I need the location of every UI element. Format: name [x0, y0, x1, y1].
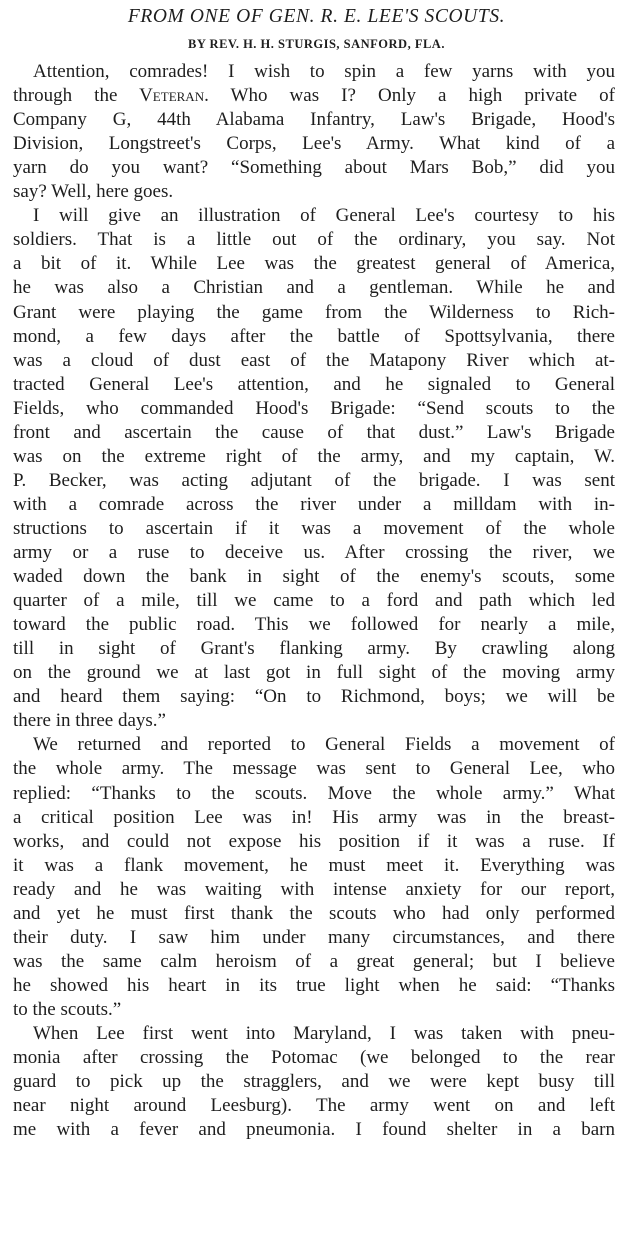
text-line	[13, 132, 615, 156]
text-line	[13, 228, 615, 252]
text-line-content: he was also a Christian and a gentleman. While he and	[13, 277, 615, 299]
text-line-content: monia after crossing the Potomac (we belonged to the rear	[13, 1047, 615, 1069]
text-line	[13, 108, 615, 132]
text-line-continuation: . Who was I? Only a high private of	[204, 85, 615, 107]
text-line	[13, 1070, 615, 1094]
text-line	[13, 974, 615, 998]
text-line-content: works, and could not expose his position if it was a ruse. If	[13, 830, 615, 852]
text-line-content: Grant were playing the game from the Wilderness to Rich-	[13, 301, 615, 323]
text-line-content: and yet he must first thank the scouts who had only performed	[13, 902, 615, 924]
publication-name: Veteran	[117, 85, 205, 107]
text-line	[13, 1118, 615, 1142]
text-line-content: guard to pick up the stragglers, and we were kept busy till	[13, 1071, 615, 1093]
text-line-content: their duty. I saw him under many circumstances, and there	[13, 926, 615, 948]
text-line	[13, 806, 615, 830]
text-line-content: he showed his heart in its true light when he said: “Thanks	[13, 974, 615, 996]
text-line-content: Company G, 44th Alabama Infantry, Law's Brigade, Hood's	[13, 109, 615, 131]
text-line	[13, 541, 615, 565]
text-line-content: through the	[13, 85, 118, 107]
text-line	[13, 156, 615, 180]
text-line	[13, 637, 615, 661]
text-line-content: I will give an illustration of General Lee's courtesy to his	[33, 205, 615, 227]
text-line	[13, 878, 615, 902]
article-title: FROM ONE OF GEN. R. E. LEE'S SCOUTS.	[127, 6, 506, 27]
text-line	[13, 276, 615, 300]
text-line-content: near night around Leesburg). The army went on and left	[13, 1095, 615, 1117]
text-line-content: and heard them saying: “On to Richmond, boys; we will be	[13, 686, 615, 708]
text-line-content: front and ascertain the cause of that dust.” Law's Brigade	[13, 421, 615, 443]
text-line	[13, 445, 615, 469]
text-line	[13, 998, 615, 1022]
text-line-content: structions to ascertain if it was a movement of the whole	[13, 517, 615, 539]
text-line-content: yarn do you want? “Something about Mars Bob,” did you	[13, 157, 615, 179]
text-line	[13, 902, 615, 926]
text-line	[13, 325, 615, 349]
text-line	[13, 926, 615, 950]
text-line-content: say? Well, here goes.	[13, 181, 174, 203]
text-line	[13, 661, 615, 685]
text-line	[13, 301, 615, 325]
text-line-content: soldiers. That is a little out of the ordinary, you say. Not	[13, 229, 615, 251]
text-line	[33, 1022, 615, 1046]
text-line	[13, 493, 615, 517]
text-line-content: a critical position Lee was in! His army was in the breast-	[13, 806, 615, 828]
text-line-content: till in sight of Grant's flanking army. By crawling along	[13, 638, 615, 660]
text-line-content: was the same calm heroism of a great general; but I believe	[13, 950, 615, 972]
text-line	[13, 421, 615, 445]
text-line-content: mond, a few days after the battle of Spottsylvania, there	[13, 325, 615, 347]
text-line-content: waded down the bank in sight of the enemy's scouts, some	[13, 566, 615, 588]
text-line-content: toward the public road. This we followed for nearly a mile,	[13, 614, 615, 636]
text-line	[13, 709, 615, 733]
text-line	[13, 397, 615, 421]
text-line-content: me with a fever and pneumonia. I found shelter in a barn	[13, 1119, 615, 1141]
text-line	[13, 1046, 615, 1070]
text-line	[13, 565, 615, 589]
text-line	[33, 733, 615, 757]
text-line	[13, 950, 615, 974]
text-line-content: it was a flank movement, he must meet it. Everything was	[13, 854, 615, 876]
text-line	[13, 84, 615, 108]
text-line	[13, 757, 615, 781]
text-line	[13, 469, 615, 493]
text-line-content: Fields, who commanded Hood's Brigade: “Send scouts to the	[13, 397, 615, 419]
text-line-content: was a cloud of dust east of the Matapony River which at-	[13, 349, 615, 371]
text-line	[13, 349, 615, 373]
text-line-content: a bit of it. While Lee was the greatest general of America,	[13, 253, 615, 275]
text-line	[13, 180, 615, 204]
text-line-content: Division, Longstreet's Corps, Lee's Army. What kind of a	[13, 133, 615, 155]
text-line	[13, 685, 615, 709]
text-line	[13, 517, 615, 541]
text-line-content: was on the extreme right of the army, and my captain, W.	[13, 445, 615, 467]
text-line-content: with a comrade across the river under a milldam with in-	[13, 493, 615, 515]
text-line	[13, 252, 615, 276]
text-line-content: When Lee first went into Maryland, I was taken with pneu-	[33, 1023, 615, 1044]
text-line	[13, 854, 615, 878]
text-line	[13, 373, 615, 397]
text-line	[33, 60, 615, 84]
text-line-content: quarter of a mile, till we came to a ford and path which led	[13, 590, 615, 612]
text-line	[13, 1094, 615, 1118]
text-line-content: ready and he was waiting with intense anxiety for our report,	[13, 878, 615, 900]
text-line	[13, 613, 615, 637]
text-line-content: the whole army. The message was sent to General Lee, who	[13, 758, 615, 780]
text-line-content: army or a ruse to deceive us. After crossing the river, we	[13, 542, 615, 563]
text-line-content: to the scouts.”	[13, 998, 122, 1020]
text-line-content: P. Becker, was acting adjutant of the brigade. I was sent	[13, 469, 615, 491]
text-line	[13, 830, 615, 854]
article-byline: BY REV. H. H. STURGIS, SANFORD, FLA.	[188, 37, 445, 51]
text-line-content: replied: “Thanks to the scouts. Move the whole army.” What	[13, 782, 615, 804]
text-line-content: Attention, comrades! I wish to spin a few yarns with you	[33, 61, 615, 82]
text-line	[13, 589, 615, 613]
text-line-content: on the ground we at last got in full sight of the moving army	[13, 662, 615, 684]
text-line	[33, 204, 615, 228]
text-line-content: We returned and reported to General Fields a movement of	[33, 734, 615, 756]
text-line-content: tracted General Lee's attention, and he signaled to General	[13, 373, 615, 395]
text-line	[13, 782, 615, 806]
text-line-content: there in three days.”	[13, 710, 166, 732]
